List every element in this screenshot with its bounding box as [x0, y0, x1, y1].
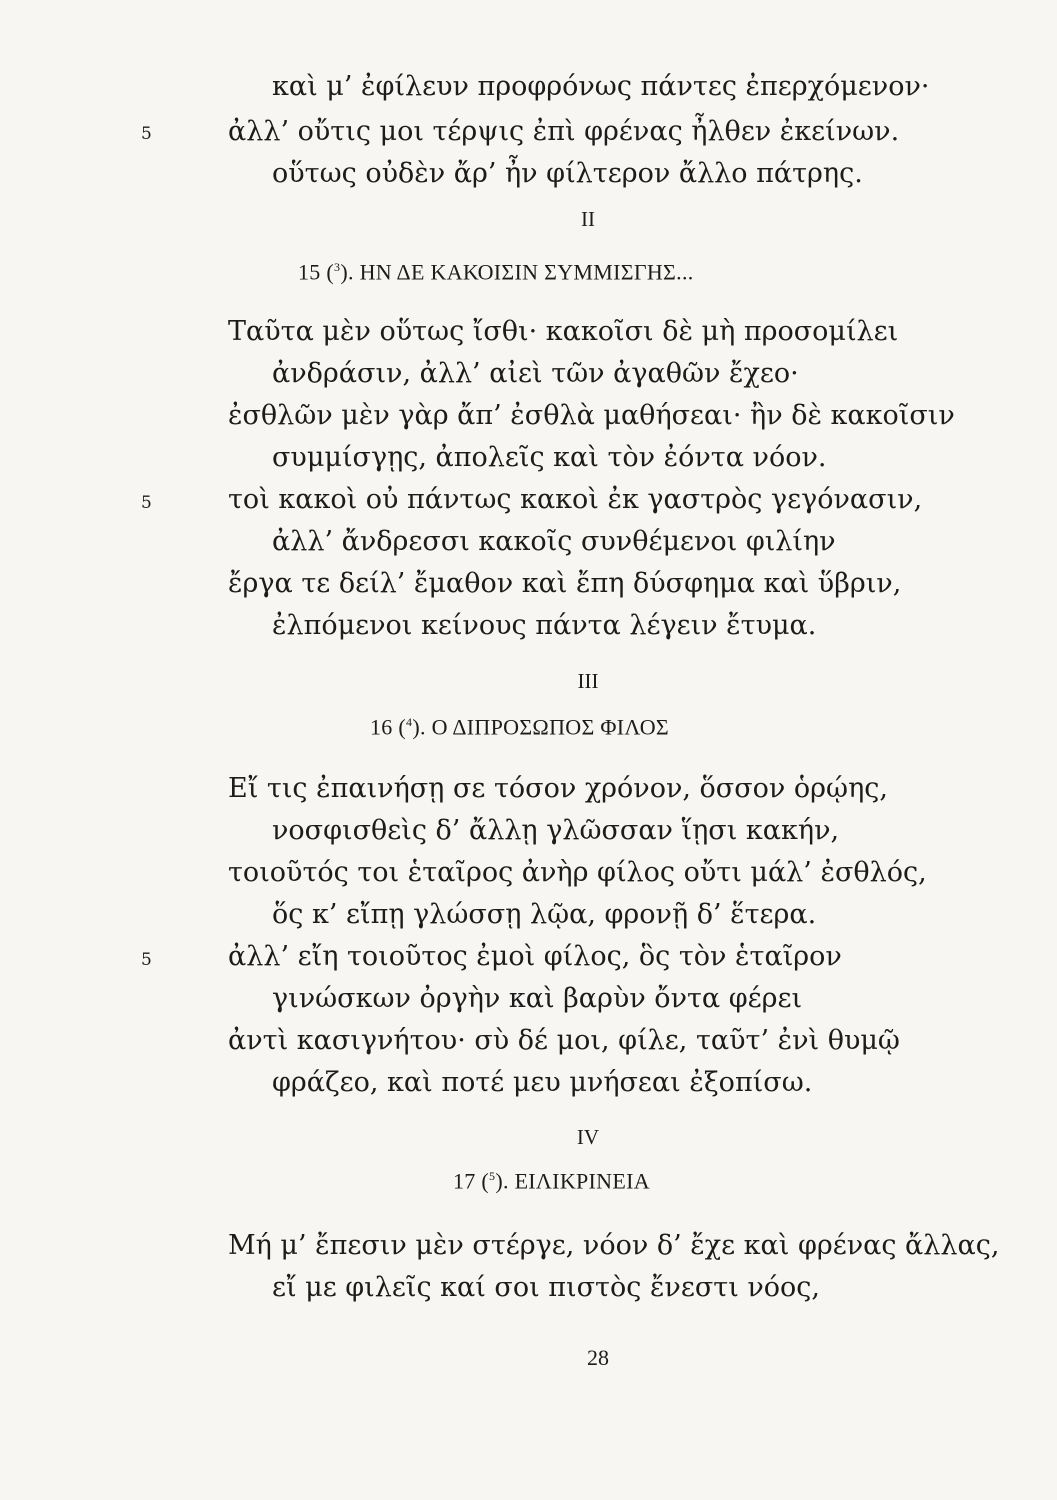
verse-line: Εἴ τις ἐπαινήσῃ σε τόσον χρόνον, ὅσσον ὁρῴης, — [228, 773, 888, 804]
title-text: ). ΕΙΛΙΚΡΙΝΕΙΑ — [495, 1168, 650, 1194]
verse-line: καὶ μ’ ἐφίλευν προφρόνως πάντες ἐπερχόμενον· — [272, 71, 930, 102]
title-text: ). ΗΝ ΔΕ ΚΑΚΟΙΣΙΝ ΣΥΜΜΙΣΓΗΣ... — [340, 259, 694, 285]
verse-line: ἀλλ’ ἄνδρεσσι κακοῖς συνθέμενοι φιλίην — [272, 526, 836, 557]
page-number: 28 — [587, 1345, 609, 1370]
line-number: 5 — [141, 950, 152, 970]
verse-line: ὅς κ’ εἴπῃ γλώσσῃ λῷα, φρονῇ δ’ ἕτερα. — [272, 899, 817, 930]
verse-line: ἀλλ’ εἴη τοιοῦτος ἐμοὶ φίλος, ὃς τὸν ἑταῖρον — [228, 941, 842, 972]
verse-line: ἀνδράσιν, ἀλλ’ αἰεὶ τῶν ἀγαθῶν ἔχεο· — [272, 358, 799, 389]
verse-line: ἀντὶ κασιγνήτου· σὺ δέ μοι, φίλε, ταῦτ’ ἐνὶ θυμῷ — [228, 1025, 900, 1056]
poem-title — [453, 1170, 650, 1192]
footnote-ref: 5 — [489, 1169, 496, 1183]
title-number: 16 ( — [370, 714, 407, 740]
verse-line: φράζεο, καὶ ποτέ μευ μνήσεαι ἐξοπίσω. — [272, 1067, 813, 1098]
footnote-ref: 3 — [334, 260, 341, 274]
title-number: 15 ( — [298, 259, 335, 285]
line-number: 5 — [141, 493, 152, 513]
verse-line: γινώσκων ὀργὴν καὶ βαρὺν ὄντα φέρει — [272, 983, 803, 1014]
verse-line: ἐσθλῶν μὲν γὰρ ἄπ’ ἐσθλὰ μαθήσεαι· ἢν δὲ κακοῖσιν — [228, 400, 955, 431]
poem-title — [298, 261, 694, 283]
verse-line: νοσφισθεὶς δ’ ἄλλῃ γλῶσσαν ἵῃσι κακήν, — [272, 815, 840, 846]
verse-line: τοὶ κακοὶ οὐ πάντως κακοὶ ἐκ γαστρὸς γεγόνασιν, — [228, 484, 923, 515]
section-numeral: IV — [576, 1125, 600, 1149]
poem-title — [370, 716, 669, 738]
line-number: 5 — [141, 124, 152, 144]
verse-line: ἀλλ’ οὔτις μοι τέρψις ἐπὶ φρένας ἦλθεν ἐκείνων. — [228, 116, 900, 147]
verse-line: συμμίσγῃς, ἀπολεῖς καὶ τὸν ἐόντα νόον. — [272, 442, 827, 473]
footnote-ref: 4 — [406, 715, 413, 729]
verse-line: Ταῦτα μὲν οὕτως ἴσθι· κακοῖσι δὲ μὴ προσομίλει — [228, 316, 899, 347]
section-numeral: III — [577, 669, 599, 693]
verse-line: Μή μ’ ἔπεσιν μὲν στέργε, νόον δ’ ἔχε καὶ φρένας ἄλλας, — [228, 1230, 1000, 1261]
title-text: ). Ο ΔΙΠΡΟΣΩΠΟΣ ΦΙΛΟΣ — [412, 714, 670, 740]
verse-line: ἔργα τε δείλ’ ἔμαθον καὶ ἔπη δύσφημα καὶ ὕβριν, — [228, 568, 902, 599]
title-number: 17 ( — [453, 1168, 490, 1194]
verse-line: ἐλπόμενοι κείνους πάντα λέγειν ἔτυμα. — [272, 610, 817, 641]
section-numeral: II — [581, 207, 595, 231]
verse-line: τοιοῦτός τοι ἑταῖρος ἀνὴρ φίλος οὔτι μάλ’ ἐσθλός, — [228, 857, 927, 888]
verse-line: εἴ με φιλεῖς καί σοι πιστὸς ἔνεστι νόος, — [272, 1272, 821, 1303]
verse-line: οὕτως οὐδὲν ἄρ’ ἦν φίλτερον ἄλλο πάτρης. — [272, 158, 863, 189]
